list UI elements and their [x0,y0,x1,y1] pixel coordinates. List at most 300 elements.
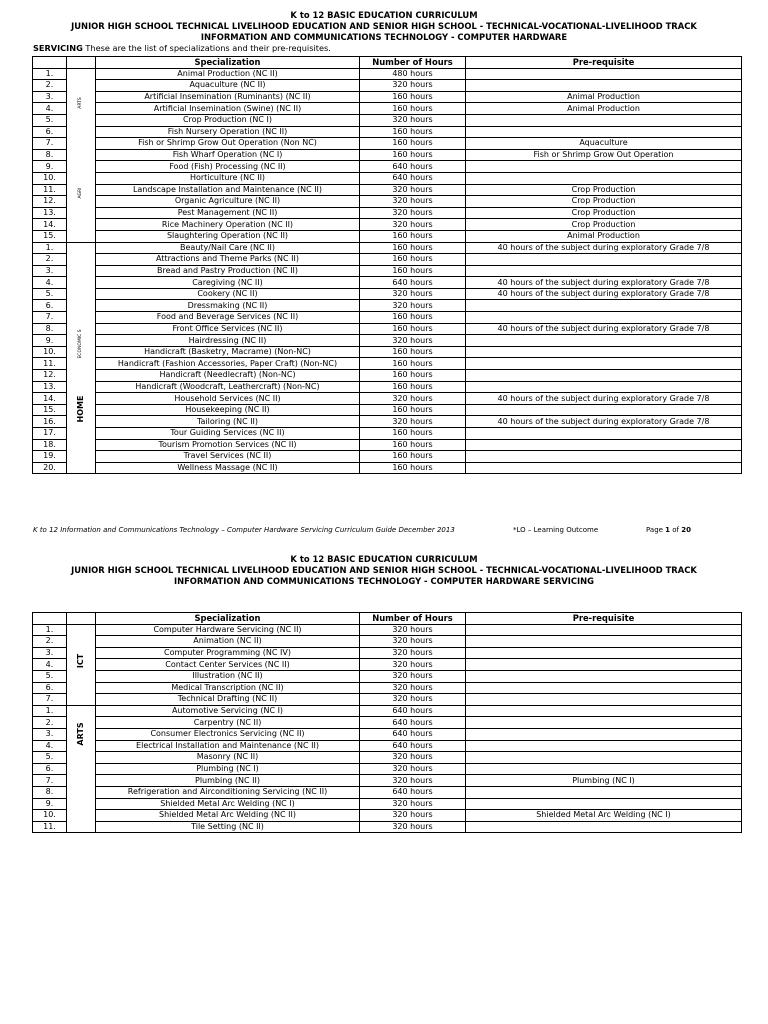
prerequisite-cell [466,717,742,729]
footer-page-number [646,526,691,534]
table-row [33,416,742,428]
header-hours: Number of Hours [360,57,466,69]
hours-cell: 320 hours [360,659,466,671]
group-label-cell [67,705,96,833]
table-row [33,300,742,312]
hours-cell: 320 hours [360,416,466,428]
prerequisite-cell: 40 hours of the subject during exploratory Grade 7/8 [466,393,742,405]
row-number: 2. [33,254,67,266]
specialization-cell: Organic Agriculture (NC II) [96,196,360,208]
prerequisite-cell: Animal Production [466,230,742,242]
table-row [33,265,742,277]
hours-cell: 320 hours [360,636,466,648]
row-number: 6. [33,682,67,694]
row-number: 8. [33,323,67,335]
table-row [33,346,742,358]
table-row [33,647,742,659]
prerequisite-cell [466,300,742,312]
table-row [33,717,742,729]
specialization-cell: Cookery (NC II) [96,288,360,300]
row-number: 19. [33,451,67,463]
specialization-cell: Beauty/Nail Care (NC II) [96,242,360,254]
intro-paragraph [33,43,768,54]
footer-guide-title: K to 12 Information and Communications Technology – Computer Hardware Servicing Curriculum Guide December 2013 [33,526,455,534]
table-row [33,763,742,775]
specialization-cell: Handicraft (Needlecraft) (Non-NC) [96,370,360,382]
specialization-cell: Technical Drafting (NC II) [96,694,360,706]
row-number: 2. [33,636,67,648]
prerequisite-cell: Crop Production [466,219,742,231]
hours-cell: 160 hours [360,323,466,335]
row-number: 6. [33,300,67,312]
table-header-row [33,57,742,69]
group-label: HOME [76,395,85,423]
hours-cell: 640 hours [360,717,466,729]
prerequisite-cell [466,68,742,80]
row-number: 10. [33,172,67,184]
table-row [33,682,742,694]
prerequisite-cell [466,335,742,347]
specialization-cell: Automotive Servicing (NC I) [96,705,360,717]
footer-page-prefix: Page [646,526,666,534]
specialization-cell: Front Office Services (NC II) [96,323,360,335]
row-number: 9. [33,798,67,810]
row-number: 1. [33,242,67,254]
specialization-cell: Caregiving (NC II) [96,277,360,289]
prerequisite-cell [466,114,742,126]
prerequisite-cell [466,798,742,810]
prerequisite-cell [466,821,742,833]
table-row [33,103,742,115]
table-row [33,161,742,173]
hours-cell: 640 hours [360,740,466,752]
hours-cell: 320 hours [360,682,466,694]
table-row [33,821,742,833]
specialization-cell: Shielded Metal Arc Welding (NC II) [96,810,360,822]
row-number: 4. [33,659,67,671]
prerequisite-cell: Aquaculture [466,138,742,150]
hours-cell: 320 hours [360,80,466,92]
prerequisite-cell: 40 hours of the subject during exploratory Grade 7/8 [466,288,742,300]
specialization-cell: Horticulture (NC II) [96,172,360,184]
specialization-cell: Computer Programming (NC IV) [96,647,360,659]
footer-page-of: of [670,526,682,534]
specialization-cell: Electrical Installation and Maintenance (NC II) [96,740,360,752]
intro-bold: SERVICING [33,43,83,53]
header-number [33,57,67,69]
table-row [33,80,742,92]
group-label: ICT [76,653,85,668]
hours-cell: 320 hours [360,694,466,706]
footer-lo-note: *LO – Learning Outcome [513,526,599,534]
hours-cell: 160 hours [360,103,466,115]
specialization-cell: Contact Center Services (NC II) [96,659,360,671]
header-number [33,613,67,625]
specialization-cell: Tour Guiding Services (NC II) [96,428,360,440]
specialization-cell: Animation (NC II) [96,636,360,648]
hours-cell: 320 hours [360,393,466,405]
specialization-table-2 [32,612,742,833]
table-row [33,323,742,335]
specialization-cell: Food and Beverage Services (NC II) [96,312,360,324]
prerequisite-cell: 40 hours of the subject during exploratory Grade 7/8 [466,323,742,335]
table-row [33,659,742,671]
specialization-cell: Hairdressing (NC II) [96,335,360,347]
row-number: 4. [33,277,67,289]
hours-cell: 640 hours [360,172,466,184]
specialization-cell: Slaughtering Operation (NC II) [96,230,360,242]
row-number: 1. [33,624,67,636]
hours-cell: 160 hours [360,358,466,370]
specialization-cell: Rice Machinery Operation (NC II) [96,219,360,231]
row-number: 4. [33,740,67,752]
prerequisite-cell [466,636,742,648]
prerequisite-cell [466,752,742,764]
hours-cell: 160 hours [360,370,466,382]
row-number: 7. [33,694,67,706]
specialization-cell: Plumbing (NC II) [96,775,360,787]
prerequisite-cell: 40 hours of the subject during exploratory Grade 7/8 [466,416,742,428]
hours-cell: 160 hours [360,149,466,161]
hours-cell: 320 hours [360,670,466,682]
prerequisite-cell [466,728,742,740]
prerequisite-cell [466,705,742,717]
prerequisite-cell: Animal Production [466,103,742,115]
hours-cell: 320 hours [360,207,466,219]
prerequisite-cell [466,161,742,173]
specialization-cell: Carpentry (NC II) [96,717,360,729]
table-row [33,775,742,787]
intro-text: These are the list of specializations and their pre-requisites. [82,43,331,53]
table-row [33,184,742,196]
table-row [33,335,742,347]
hours-cell: 480 hours [360,68,466,80]
specialization-cell: Masonry (NC II) [96,752,360,764]
hours-cell: 160 hours [360,312,466,324]
row-number: 8. [33,149,67,161]
table-row [33,126,742,138]
table-row [33,277,742,289]
row-number: 14. [33,219,67,231]
footer-page-total: 20 [681,526,691,534]
specialization-cell: Illustration (NC II) [96,670,360,682]
prerequisite-cell [466,126,742,138]
specialization-cell: Household Services (NC II) [96,393,360,405]
row-number: 17. [33,428,67,440]
prerequisite-cell [466,370,742,382]
specialization-cell: Attractions and Theme Parks (NC II) [96,254,360,266]
prerequisite-cell [466,404,742,416]
row-number: 10. [33,346,67,358]
document-page-1 [0,10,768,534]
row-number: 15. [33,404,67,416]
table-row [33,114,742,126]
table-header-row [33,613,742,625]
table-row [33,404,742,416]
prerequisite-cell [466,312,742,324]
specialization-cell: Bread and Pastry Production (NC II) [96,265,360,277]
table-row [33,393,742,405]
row-number: 14. [33,393,67,405]
table-row [33,91,742,103]
prerequisite-cell [466,624,742,636]
row-number: 3. [33,91,67,103]
row-number: 4. [33,103,67,115]
row-number: 12. [33,196,67,208]
table-row [33,138,742,150]
specialization-cell: Tile Setting (NC II) [96,821,360,833]
specialization-cell: Artificial Insemination (Swine) (NC II) [96,103,360,115]
row-number: 5. [33,752,67,764]
specialization-cell: Fish Wharf Operation (NC I) [96,149,360,161]
prerequisite-cell: Crop Production [466,184,742,196]
hours-cell: 320 hours [360,114,466,126]
hours-cell: 320 hours [360,184,466,196]
specialization-cell: Animal Production (NC II) [96,68,360,80]
table-row [33,196,742,208]
table-row [33,798,742,810]
specialization-cell: Computer Hardware Servicing (NC II) [96,624,360,636]
row-number: 13. [33,381,67,393]
row-number: 2. [33,80,67,92]
row-number: 3. [33,728,67,740]
subject-title: INFORMATION AND COMMUNICATIONS TECHNOLOGY - COMPUTER HARDWARE SERVICING [173,576,595,586]
hours-cell: 320 hours [360,219,466,231]
hours-cell: 160 hours [360,451,466,463]
hours-cell: 320 hours [360,810,466,822]
header-hours: Number of Hours [360,613,466,625]
table-row [33,358,742,370]
hours-cell: 160 hours [360,230,466,242]
table-row [33,428,742,440]
hours-cell: 160 hours [360,404,466,416]
hours-cell: 160 hours [360,462,466,474]
hours-cell: 320 hours [360,752,466,764]
prerequisite-cell: Shielded Metal Arc Welding (NC I) [466,810,742,822]
hours-cell: 160 hours [360,242,466,254]
table-row [33,462,742,474]
table-row [33,288,742,300]
table-row [33,728,742,740]
hours-cell: 640 hours [360,705,466,717]
hours-cell: 160 hours [360,254,466,266]
row-number: 15. [33,230,67,242]
table-row [33,439,742,451]
hours-cell: 160 hours [360,381,466,393]
specialization-cell: Consumer Electronics Servicing (NC II) [96,728,360,740]
document-page-2 [0,554,768,831]
row-number: 5. [33,288,67,300]
hours-cell: 320 hours [360,647,466,659]
row-number: 7. [33,312,67,324]
table-row [33,219,742,231]
prerequisite-cell [466,682,742,694]
row-number: 11. [33,184,67,196]
row-number: 7. [33,138,67,150]
row-number: 6. [33,126,67,138]
curriculum-title: K to 12 BASIC EDUCATION CURRICULUM [290,10,478,20]
specialization-cell: Refrigeration and Airconditioning Servicing (NC II) [96,786,360,798]
subject-title: INFORMATION AND COMMUNICATIONS TECHNOLOGY - COMPUTER HARDWARE [200,32,568,42]
row-number: 11. [33,821,67,833]
group-label-cell [67,242,96,474]
specialization-cell: Handicraft (Woodcraft, Leathercraft) (Non-NC) [96,381,360,393]
row-number: 11. [33,358,67,370]
prerequisite-cell [466,254,742,266]
group-label: AGRI [78,187,83,199]
hours-cell: 160 hours [360,138,466,150]
row-number: 3. [33,265,67,277]
table-row [33,230,742,242]
row-number: 18. [33,439,67,451]
prerequisite-cell [466,265,742,277]
row-number: 16. [33,416,67,428]
specialization-cell: Tailoring (NC II) [96,416,360,428]
group-label: ARTS [78,97,83,109]
table-row [33,254,742,266]
table-row [33,786,742,798]
table-row [33,624,742,636]
prerequisite-cell [466,172,742,184]
prerequisite-cell [466,428,742,440]
row-number: 2. [33,717,67,729]
row-number: 1. [33,68,67,80]
table-row [33,381,742,393]
table-row [33,370,742,382]
specialization-cell: Artificial Insemination (Ruminants) (NC II) [96,91,360,103]
header-prerequisite: Pre-requisite [466,57,742,69]
table-row [33,670,742,682]
row-number: 6. [33,763,67,775]
row-number: 7. [33,775,67,787]
hours-cell: 160 hours [360,265,466,277]
table-row [33,752,742,764]
group-label: ECONOMIC S [78,329,83,359]
specialization-cell: Fish Nursery Operation (NC II) [96,126,360,138]
prerequisite-cell [466,80,742,92]
hours-cell: 320 hours [360,763,466,775]
hours-cell: 640 hours [360,161,466,173]
hours-cell: 160 hours [360,428,466,440]
prerequisite-cell [466,670,742,682]
hours-cell: 160 hours [360,91,466,103]
curriculum-title: K to 12 BASIC EDUCATION CURRICULUM [290,554,478,564]
prerequisite-cell [466,439,742,451]
specialization-cell: Aquaculture (NC II) [96,80,360,92]
table-row [33,694,742,706]
specialization-cell: Handicraft (Basketry, Macrame) (Non-NC) [96,346,360,358]
prerequisite-cell: Crop Production [466,207,742,219]
hours-cell: 320 hours [360,775,466,787]
specialization-cell: Medical Transcription (NC II) [96,682,360,694]
specialization-cell: Shielded Metal Arc Welding (NC I) [96,798,360,810]
prerequisite-cell [466,451,742,463]
specialization-cell: Dressmaking (NC II) [96,300,360,312]
header-group [67,613,96,625]
hours-cell: 160 hours [360,439,466,451]
page-footer [33,526,733,534]
header-prerequisite: Pre-requisite [466,613,742,625]
prerequisite-cell [466,346,742,358]
prerequisite-cell [466,647,742,659]
hours-cell: 320 hours [360,624,466,636]
specialization-cell: Fish or Shrimp Grow Out Operation (Non NC) [96,138,360,150]
hours-cell: 640 hours [360,728,466,740]
group-label-cell [67,624,96,705]
hours-cell: 320 hours [360,335,466,347]
table-row [33,149,742,161]
row-number: 8. [33,786,67,798]
specialization-cell: Wellness Massage (NC II) [96,462,360,474]
prerequisite-cell: 40 hours of the subject during exploratory Grade 7/8 [466,277,742,289]
specialization-cell: Plumbing (NC I) [96,763,360,775]
header-group [67,57,96,69]
track-title: JUNIOR HIGH SCHOOL TECHNICAL LIVELIHOOD EDUCATION AND SENIOR HIGH SCHOOL - TECHNICAL-VOCATIONAL-LIVELIHOOD TRACK [71,565,697,575]
row-number: 9. [33,335,67,347]
hours-cell: 160 hours [360,346,466,358]
specialization-table-1 [32,56,742,474]
prerequisite-cell [466,763,742,775]
hours-cell: 320 hours [360,300,466,312]
group-label-cell [67,68,96,242]
table-row [33,68,742,80]
table-row [33,312,742,324]
table-row [33,740,742,752]
table-row [33,636,742,648]
prerequisite-cell: 40 hours of the subject during exploratory Grade 7/8 [466,242,742,254]
row-number: 3. [33,647,67,659]
group-label: ARTS [76,721,85,746]
specialization-cell: Travel Services (NC II) [96,451,360,463]
row-number: 9. [33,161,67,173]
table-row [33,172,742,184]
hours-cell: 320 hours [360,821,466,833]
prerequisite-cell [466,462,742,474]
row-number: 5. [33,670,67,682]
specialization-cell: Crop Production (NC I) [96,114,360,126]
prerequisite-cell: Plumbing (NC I) [466,775,742,787]
hours-cell: 160 hours [360,126,466,138]
hours-cell: 640 hours [360,786,466,798]
table-row [33,242,742,254]
specialization-cell: Housekeeping (NC II) [96,404,360,416]
header-specialization: Specialization [96,57,360,69]
table-row [33,810,742,822]
footer-page-current: 1 [665,526,671,534]
header-specialization: Specialization [96,613,360,625]
table-row [33,207,742,219]
track-title: JUNIOR HIGH SCHOOL TECHNICAL LIVELIHOOD EDUCATION AND SENIOR HIGH SCHOOL - TECHNICAL-VOCATIONAL-LIVELIHOOD TRACK [71,21,697,31]
table-row [33,451,742,463]
table-row [33,705,742,717]
prerequisite-cell [466,786,742,798]
prerequisite-cell [466,381,742,393]
hours-cell: 320 hours [360,196,466,208]
row-number: 12. [33,370,67,382]
row-number: 10. [33,810,67,822]
prerequisite-cell [466,694,742,706]
prerequisite-cell [466,740,742,752]
row-number: 13. [33,207,67,219]
prerequisite-cell [466,358,742,370]
specialization-cell: Landscape Installation and Maintenance (NC II) [96,184,360,196]
specialization-cell: Handicraft (Fashion Accessories, Paper Craft) (Non-NC) [96,358,360,370]
hours-cell: 320 hours [360,798,466,810]
prerequisite-cell: Fish or Shrimp Grow Out Operation [466,149,742,161]
specialization-cell: Food (Fish) Processing (NC II) [96,161,360,173]
hours-cell: 640 hours [360,277,466,289]
row-number: 5. [33,114,67,126]
